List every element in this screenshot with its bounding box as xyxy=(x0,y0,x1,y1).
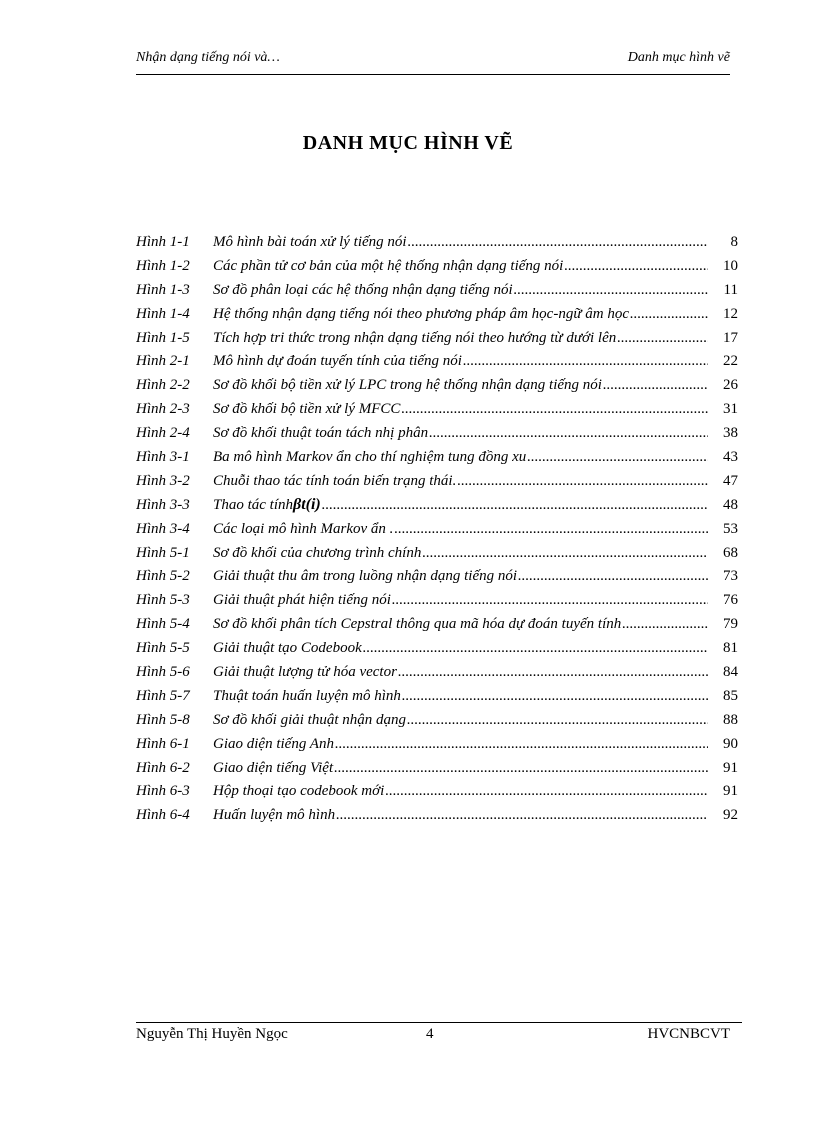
figure-caption: Sơ đồ khối bộ tiền xử lý MFCC xyxy=(213,401,401,418)
dot-leader xyxy=(603,373,708,397)
page-header xyxy=(136,50,730,75)
figure-caption: Hệ thống nhận dạng tiếng nói theo phương pháp âm học-ngữ âm học xyxy=(213,305,629,322)
figure-list-item[interactable] xyxy=(136,302,738,326)
figure-caption: Sơ đồ phân loại các hệ thống nhận dạng tiếng nói xyxy=(213,281,513,298)
figure-page-number: 68 xyxy=(723,544,738,561)
figure-label: Hình 3-3 xyxy=(136,496,190,513)
dot-leader xyxy=(622,612,708,636)
figure-list-item[interactable] xyxy=(136,445,738,469)
figure-label: Hình 6-2 xyxy=(136,759,190,776)
figure-caption: Chuỗi thao tác tính toán biến trạng thái. xyxy=(213,472,457,489)
dot-leader xyxy=(334,756,708,780)
dot-leader xyxy=(322,493,708,517)
page-title: DANH MỤC HÌNH VẼ xyxy=(302,132,514,154)
figure-list-item[interactable] xyxy=(136,564,738,588)
figure-label: Hình 5-5 xyxy=(136,640,190,657)
figure-caption: Huấn luyện mô hình xyxy=(213,807,336,824)
figure-caption: Mô hình bài toán xử lý tiếng nói xyxy=(213,234,407,250)
dot-leader xyxy=(527,445,708,469)
footer-author: Nguyễn Thị Huyền Ngọc xyxy=(136,1026,288,1042)
figure-list-item[interactable] xyxy=(136,779,738,803)
figure-list-item[interactable] xyxy=(136,660,738,684)
dot-leader xyxy=(617,326,708,350)
figure-list-item[interactable] xyxy=(136,254,738,278)
figure-page-number: 79 xyxy=(723,616,738,633)
figure-caption: Giải thuật phát hiện tiếng nói xyxy=(213,592,391,609)
dot-leader xyxy=(363,636,708,660)
figure-page-number: 12 xyxy=(723,305,738,322)
figure-page-number: 73 xyxy=(723,568,738,585)
figure-caption: Sơ đồ khối thuật toán tách nhị phân xyxy=(213,425,429,442)
figure-label: Hình 5-6 xyxy=(136,664,190,681)
figure-list-item[interactable] xyxy=(136,373,738,397)
dot-leader xyxy=(463,349,708,373)
dot-leader xyxy=(336,803,708,827)
figure-caption: Các loại mô hình Markov ẩn . xyxy=(213,520,394,537)
figure-formula: βt(i) xyxy=(293,495,321,513)
figure-caption: Sơ đồ khối bộ tiền xử lý LPC trong hệ thống nhận dạng tiếng nói xyxy=(213,377,602,394)
figure-label: Hình 1-4 xyxy=(136,305,190,322)
figure-list-item[interactable] xyxy=(136,803,738,827)
figure-caption: Thao tác tính xyxy=(213,496,294,513)
figure-list-item[interactable] xyxy=(136,588,738,612)
figure-caption: Tích hợp tri thức trong nhận dạng tiếng nói theo hướng từ dưới lên xyxy=(213,329,617,346)
figure-label: Hình 1-3 xyxy=(136,281,190,298)
figure-label: Hình 5-1 xyxy=(136,544,190,561)
figure-list-item[interactable] xyxy=(136,278,738,302)
figure-label: Hình 5-7 xyxy=(136,687,190,704)
figure-page-number: 88 xyxy=(723,711,738,728)
figure-list-item[interactable] xyxy=(136,493,738,517)
figure-list-item[interactable] xyxy=(136,756,738,780)
figure-label: Hình 2-2 xyxy=(136,377,190,394)
figure-label: Hình 3-1 xyxy=(136,449,190,466)
figure-list-item[interactable] xyxy=(136,732,738,756)
dot-leader xyxy=(335,732,708,756)
figure-list xyxy=(136,230,738,827)
figure-label: Hình 1-5 xyxy=(136,329,190,346)
figure-list-item[interactable] xyxy=(136,326,738,350)
figure-label: Hình 1-1 xyxy=(136,234,190,250)
figure-page-number: 53 xyxy=(723,520,738,537)
figure-caption: Giải thuật tạo Codebook xyxy=(213,640,362,657)
dot-leader xyxy=(392,588,708,612)
dot-leader xyxy=(385,779,708,803)
figure-label: Hình 5-8 xyxy=(136,711,190,728)
figure-page-number: 31 xyxy=(723,401,738,418)
dot-leader xyxy=(402,684,708,708)
figure-label: Hình 6-4 xyxy=(136,807,190,824)
figure-page-number: 48 xyxy=(723,496,738,513)
figure-list-item[interactable] xyxy=(136,421,738,445)
figure-list-item[interactable] xyxy=(136,349,738,373)
figure-caption: Ba mô hình Markov ẩn cho thí nghiệm tung đồng xu xyxy=(213,449,527,466)
figure-label: Hình 5-2 xyxy=(136,568,190,585)
figure-page-number: 92 xyxy=(723,807,738,824)
figure-caption: Giải thuật thu âm trong luồng nhận dạng tiếng nói xyxy=(213,568,518,585)
figure-caption: Các phần tử cơ bản của một hệ thống nhận dạng tiếng nói xyxy=(213,257,564,274)
figure-label: Hình 2-3 xyxy=(136,401,190,418)
figure-page-number: 84 xyxy=(723,664,738,681)
header-section-title: Danh mục hình vẽ xyxy=(627,50,730,65)
footer-divider xyxy=(136,1022,742,1023)
figure-page-number: 11 xyxy=(723,281,738,298)
figure-list-item[interactable] xyxy=(136,636,738,660)
figure-label: Hình 3-2 xyxy=(136,472,190,489)
figure-list-item[interactable] xyxy=(136,684,738,708)
figure-list-item[interactable] xyxy=(136,230,738,254)
figure-label: Hình 2-4 xyxy=(136,425,190,442)
figure-list-item[interactable] xyxy=(136,517,738,541)
figure-caption: Sơ đồ khối giải thuật nhận dạng xyxy=(213,711,407,728)
dot-leader xyxy=(407,708,708,732)
figure-caption: Giao diện tiếng Anh xyxy=(213,735,334,752)
footer-page-number: 4 xyxy=(426,1026,434,1042)
dot-leader xyxy=(408,230,708,254)
figure-caption: Sơ đồ khối của chương trình chính xyxy=(213,544,422,561)
figure-page-number: 76 xyxy=(723,592,738,609)
figure-list-item[interactable] xyxy=(136,541,738,565)
dot-leader xyxy=(401,397,708,421)
dot-leader xyxy=(630,302,708,326)
figure-label: Hình 6-1 xyxy=(136,735,190,752)
figure-caption: Hộp thoại tạo codebook mới xyxy=(213,783,385,800)
figure-list-item[interactable] xyxy=(136,469,738,493)
figure-list-item[interactable] xyxy=(136,708,738,732)
figure-label: Hình 3-4 xyxy=(136,520,190,537)
dot-leader xyxy=(564,254,708,278)
figure-page-number: 43 xyxy=(723,449,738,466)
figure-label: Hình 1-2 xyxy=(136,257,190,274)
dot-leader xyxy=(422,541,708,565)
figure-page-number: 81 xyxy=(723,640,738,657)
figure-label: Hình 6-3 xyxy=(136,783,190,800)
dot-leader xyxy=(457,469,708,493)
figure-caption: Sơ đồ khối phân tích Cepstral thông qua mã hóa dự đoán tuyến tính xyxy=(213,616,622,633)
figure-page-number: 91 xyxy=(723,783,738,800)
dot-leader xyxy=(398,660,708,684)
figure-caption: Mô hình dự đoán tuyến tính của tiếng nói xyxy=(213,353,462,370)
figure-label: Hình 5-3 xyxy=(136,592,190,609)
figure-caption: Giải thuật lượng tử hóa vector xyxy=(213,664,397,681)
header-document-title: Nhận dạng tiếng nói và… xyxy=(136,50,280,65)
dot-leader xyxy=(394,517,708,541)
figure-page-number: 22 xyxy=(723,353,738,370)
figure-page-number: 10 xyxy=(723,257,738,274)
figure-page-number: 90 xyxy=(723,735,738,752)
figure-page-number: 17 xyxy=(723,329,738,346)
figure-page-number: 91 xyxy=(723,759,738,776)
dot-leader xyxy=(514,278,708,302)
figure-page-number: 38 xyxy=(723,425,738,442)
figure-caption: Giao diện tiếng Việt xyxy=(213,759,334,776)
figure-list-item[interactable] xyxy=(136,612,738,636)
figure-caption: Thuật toán huấn luyện mô hình xyxy=(213,687,401,704)
figure-label: Hình 2-1 xyxy=(136,353,190,370)
figure-page-number: 8 xyxy=(730,234,738,250)
figure-page-number: 26 xyxy=(723,377,738,394)
footer-institution: HVCNBCVT xyxy=(647,1026,730,1042)
figure-page-number: 85 xyxy=(723,687,738,704)
dot-leader xyxy=(518,564,708,588)
figure-page-number: 47 xyxy=(723,472,738,489)
figure-list-item[interactable] xyxy=(136,397,738,421)
figure-label: Hình 5-4 xyxy=(136,616,190,633)
dot-leader xyxy=(429,421,708,445)
